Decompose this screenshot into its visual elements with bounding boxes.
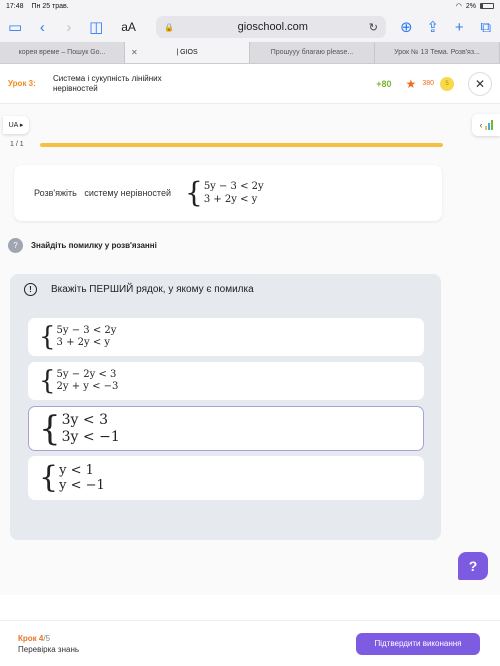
chevron-left-icon: ‹	[479, 120, 483, 130]
tab-label: Прошууу благаю please...	[270, 49, 354, 56]
option-line: 3 + 2y < y	[56, 337, 111, 348]
confirm-button[interactable]: Підтвердити виконання	[356, 633, 480, 655]
sidebar-icon[interactable]: ▭	[8, 18, 23, 36]
points-gained: +80	[376, 78, 392, 89]
battery-icon	[480, 3, 494, 9]
lesson-header	[0, 64, 500, 104]
new-tab-icon[interactable]: +	[454, 18, 464, 36]
hint-text: Знайдіть помилку у розв'язанні	[31, 241, 157, 250]
system-line: 5y − 3 < 2y	[203, 181, 264, 192]
back-icon[interactable]: ‹	[39, 18, 45, 36]
lesson-content	[0, 104, 500, 595]
brace-icon: {	[39, 322, 56, 352]
progress-label: 1 / 1	[10, 141, 24, 148]
status-date: Пн 25 трав.	[31, 2, 69, 10]
stars-count: 380	[422, 80, 434, 87]
tab-2[interactable]	[250, 42, 375, 63]
download-icon[interactable]: ⊕	[399, 18, 413, 36]
panel-header	[10, 274, 441, 305]
progress-track	[40, 143, 443, 147]
option-2[interactable]	[28, 362, 424, 400]
status-bar	[0, 0, 500, 12]
footer	[0, 620, 500, 666]
bookmarks-icon[interactable]: ◫	[89, 18, 104, 36]
battery-percent: 2%	[465, 2, 476, 10]
address-bar[interactable]	[156, 16, 386, 38]
question-icon: ?	[8, 238, 23, 253]
lesson-stats	[376, 72, 492, 96]
tab-label: корея време – Пошук Go...	[18, 49, 106, 56]
option-line: y < 1	[59, 463, 94, 478]
step-total: /5	[43, 633, 51, 643]
help-chat-button[interactable]: ?	[458, 552, 488, 580]
task-system	[184, 176, 264, 209]
star-icon: ★	[405, 76, 417, 91]
browser-toolbar	[0, 12, 500, 42]
tab-label: | GIOS	[176, 49, 198, 56]
address-text: gioschool.com	[237, 21, 308, 33]
brace-icon: {	[39, 408, 61, 449]
close-lesson-button[interactable]: ✕	[468, 72, 492, 96]
option-line: y < −1	[59, 478, 105, 493]
question-panel	[10, 274, 441, 540]
lock-icon: 🔒	[163, 22, 174, 32]
step-info	[18, 633, 79, 655]
chart-icon	[485, 120, 493, 130]
status-left	[6, 3, 75, 10]
status-time: 17:48	[6, 2, 24, 10]
option-line: 3y < −1	[61, 428, 120, 445]
coin-icon: 5	[440, 77, 454, 91]
panel-title: Вкажіть ПЕРШИЙ рядок, у якому є помилка	[51, 284, 254, 295]
tab-3[interactable]	[375, 42, 500, 63]
browser-tabs	[0, 42, 500, 64]
info-icon: !	[24, 283, 37, 296]
forward-icon[interactable]: ›	[66, 18, 72, 36]
tabs-overview-icon[interactable]: ⧉	[480, 18, 492, 36]
system-line: 3 + 2y < y	[203, 194, 258, 205]
tab-0[interactable]	[0, 42, 125, 63]
task-text: Розв'яжіть систему нерівностей	[34, 188, 171, 198]
brace-icon: {	[39, 366, 56, 396]
share-icon[interactable]: ⇪	[426, 18, 440, 36]
hint-row	[8, 238, 157, 253]
option-line: 3y < 3	[61, 411, 108, 428]
option-line: 5y − 2y < 3	[56, 369, 117, 380]
step-subtitle: Перевірка знань	[18, 644, 80, 654]
tab-label: Урок № 13 Тема. Розв'яз...	[394, 49, 480, 56]
lesson-title: Система і сукупність лінійних нерівностей	[53, 73, 162, 93]
progress-fill	[40, 143, 443, 147]
step-label: Крок 4	[18, 633, 44, 643]
status-right	[456, 2, 494, 10]
close-tab-icon[interactable]: ✕	[131, 48, 138, 57]
side-panel-button[interactable]	[472, 114, 500, 136]
text-size-button[interactable]: аА	[121, 20, 136, 34]
progress-row	[10, 141, 443, 148]
option-line: 2y + y < −3	[56, 381, 119, 392]
wifi-icon: ◠	[455, 3, 462, 10]
option-line: 5y − 3 < 2y	[56, 325, 117, 336]
reload-icon[interactable]: ↻	[368, 21, 378, 34]
option-1[interactable]	[28, 318, 424, 356]
task-card	[14, 165, 442, 221]
language-button[interactable]: UA ▸	[3, 116, 29, 134]
option-3[interactable]	[28, 406, 424, 451]
lesson-number: Урок 3:	[8, 79, 36, 88]
brace-icon: {	[184, 176, 203, 209]
option-4[interactable]	[28, 456, 424, 500]
brace-icon: {	[39, 460, 59, 495]
tab-1[interactable]	[125, 42, 250, 63]
